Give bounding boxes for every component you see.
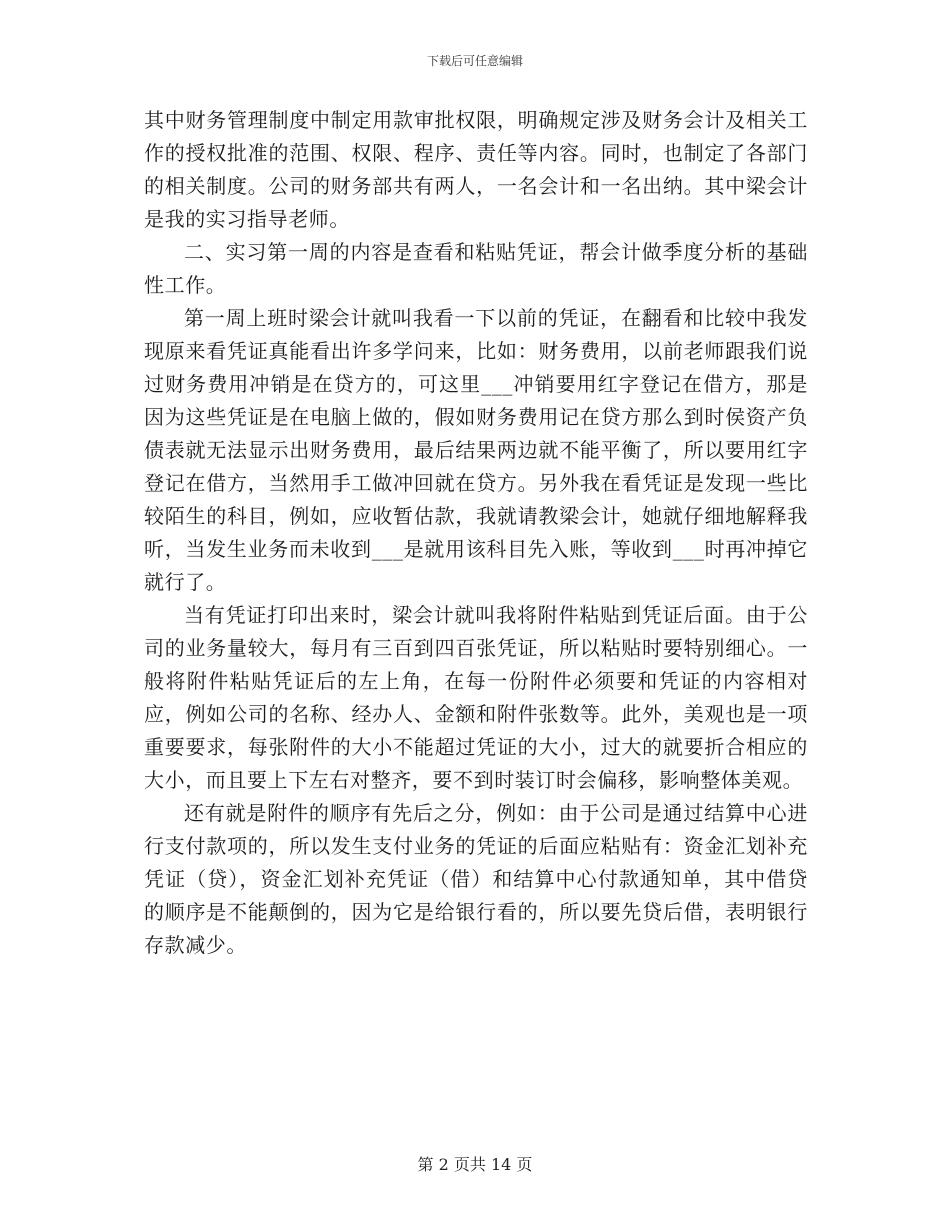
paragraph-2: 二、实习第一周的内容是查看和粘贴凭证，帮会计做季度分析的基础性工作。 xyxy=(144,240,808,297)
paragraph-1: 其中财务管理制度中制定用款审批权限，明确规定涉及财务会计及相关工作的授权批准的范围、权限、程序、责任等内容。同时，也制定了各部门的相关制度。公司的财务部共有两人，一名会计和一名出纳。其中梁会计是我的实习指导老师。 xyxy=(144,108,808,231)
page-footer: 第 2 页共 14 页 xyxy=(417,1155,533,1174)
paragraph-3: 第一周上班时梁会计就叫我看一下以前的凭证，在翻看和比较中我发现原来看凭证真能看出许多学问来，比如：财务费用，以前老师跟我们说过财务费用冲销是在贷方的，可这里___冲销要用红字登记在借方，那是因为这些凭证是在电脑上做的，假如财务费用记在贷方那么到时侯资产负债表就无法显示出财务费用，最后结果两边就不能平衡了，所以要用红字登记在借方，当然用手工做冲回就在贷方。另外我在看凭证是发现一些比较陌生的科目，例如，应收暂估款，我就请教梁会计，她就仔细地解释我听，当发生业务而未收到___是就用该科目先入账，等收到___时再冲掉它就行了。 xyxy=(144,306,808,594)
paragraph-4: 当有凭证打印出来时，梁会计就叫我将附件粘贴到凭证后面。由于公司的业务量较大，每月有三百到四百张凭证，所以粘贴时要特别细心。一般将附件粘贴凭证后的左上角，在每一份附件必须要和凭证的内容相对应，例如公司的名称、经办人、金额和附件张数等。此外，美观也是一项重要要求，每张附件的大小不能超过凭证的大小，过大的就要折合相应的大小，而且要上下左右对整齐，要不到时装订时会偏移，影响整体美观。 xyxy=(144,603,808,792)
paragraph-5: 还有就是附件的顺序有先后之分，例如：由于公司是通过结算中心进行支付款项的，所以发生支付业务的凭证的后面应粘贴有：资金汇划补充凭证（贷），资金汇划补充凭证（借）和结算中心付款通知单，其中借贷的顺序是不能颠倒的，因为它是给银行看的，所以要先贷后借，表明银行存款减少。 xyxy=(144,801,808,957)
document-body xyxy=(144,104,808,962)
page-header: 下载后可任意编辑 xyxy=(426,54,523,68)
